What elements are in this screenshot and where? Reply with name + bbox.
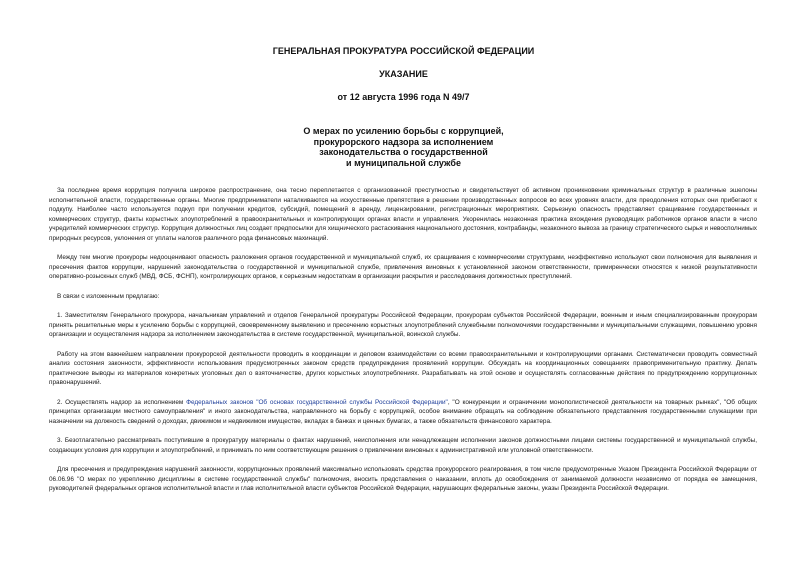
title-line: прокурорского надзора за исполнением — [313, 136, 494, 147]
paragraph-shortcomings: Между тем многие прокуроры недооценивают опасность разложения органов государственной и муниципальной служб, их сращивания с коммерческими структурами, неэффективно используют свои полномочия для выявления и пресечения фактов коррупции, нарушений законодательства о государственной и муниципальной службе, привлечения виновных к установленной законом ответственности, примиренчески относятся к низкой результативности оперативно-розыскных служб (МВД, ФСБ, ФСНП), контролирующих органов, к серьезным недостаткам в организации раскрытия и расследования должностных преступлений. — [49, 254, 757, 280]
federal-law-link[interactable]: Федеральных законов "Об основах государственной службы Российской Федерации" — [186, 398, 448, 406]
item-2-text-end: , "О конкуренции и ограничении монополистической деятельности на товарных рынках", "Об общих принципах организации местного самоуправления" и иного законодательства, направленного на борьбу с коррупцией, особое внимание обращать на соблюдение обязательного представления государственными служащими при назначении на должность сведений о доходах, движимом и недвижимом имуществе, вкладах в банках и ценных бумагах, а также обязательств финансового характера. — [49, 398, 757, 425]
document-title — [250, 126, 557, 168]
paragraph-item-3: 3. Безотлагательно рассматривать поступившие в прокуратуру материалы о фактах нарушений, неисполнения или ненадлежащем исполнении законов должностными лицами системы государственной и муниципальной службы, создающих условия для коррупции и злоупотреблений, и принимать по ним соответствующие решения о привлечении виновных к административной или уголовной ответственности. — [49, 437, 757, 454]
title-line: и муниципальной службе — [346, 157, 461, 168]
paragraph-item-2 — [49, 398, 757, 427]
item-2-text-start: 2. Осуществлять надзор за исполнением — [57, 398, 187, 406]
paragraph-proposal: В связи с изложенным предлагаю: — [57, 292, 160, 300]
document-body — [49, 186, 757, 504]
title-line: законодательства о государственной — [319, 147, 488, 158]
issuing-authority: ГЕНЕРАЛЬНАЯ ПРОКУРАТУРА РОССИЙСКОЙ ФЕДЕРАЦИИ — [272, 46, 535, 56]
document-type: УКАЗАНИЕ — [379, 69, 428, 79]
paragraph-prevention: Для пресечения и предупреждения нарушений законности, коррупционных проявлений максимально использовать средства прокурорского реагирования, в том числе предусмотренные Указом Президента Российской Федерации от 06.06.96 "О мерах по укреплению дисциплины в системе государственной службы" полномочия, вносить представления о наказании, вплоть до освобождения от занимаемой должности независимо от порядка ее замещения, руководителей федеральных органов исполнительной власти и глав исполнительной власти субъектов Российской Федерации, нарушающих федеральные законы, указы Президента Российской Федерации. — [49, 466, 757, 492]
paragraph-item-1: 1. Заместителям Генерального прокурора, начальникам управлений и отделов Генеральной прокуратуры Российской Федерации, прокурорам субъектов Российской Федерации, военным и иным специализированным прокурорам принять решительные меры к усилению борьбы с коррупцией, своевременному выявлению и пресечению корыстных злоупотреблений служебными полномочиями государственными и муниципальными служащими, повышению уровня организации и осуществления надзора за исполнением законодательства в системе государственной, муниципальной, воинской службы. — [49, 312, 757, 338]
paragraph-intro: За последнее время коррупция получила широкое распространение, она тесно переплетается с организованной преступностью и свидетельствует об активном проникновении криминальных структур в различные эшелоны исполнительной власти, государственные органы. Многие предприниматели наталкиваются на искусственные препятствия в решении производственных вопросов во всех уровнях власти, для преодоления которых они прибегают к подкупу. Наиболее часто используется подкуп при получении кредитов, субсидий, помещений в аренду, лицензировании, регистрационных мероприятиях. Серьезную опасность представляет сращивание государственных и коммерческих структур, факты корыстных злоупотреблений в правоохранительных и контролирующих органах власти и управления. Укоренилась незаконная практика вхождения руководящих работников органов власти в число учредителей коммерческих структур. Коррупция должностных лиц создает предпосылки для хищнического растаскивания национального достояния, контрабанды, незаконного вывоза за границу стратегического сырья и невосполнимых природных ресурсов, уклонения от уплаты налогов различного рода финансовых махинаций. — [49, 187, 757, 242]
title-line: О мерах по усилению борьбы с коррупцией, — [303, 126, 504, 136]
document-date-number: от 12 августа 1996 года N 49/7 — [337, 92, 470, 102]
paragraph-coordination: Работу на этом важнейшем направлении прокурорской деятельности проводить в координации и деловом взаимодействии со всеми правоохранительными и контролирующими органами. Систематически проводить совместный анализ состояния законности, эффективности использования предусмотренных законом средств предупреждения проявлений коррупции. Обсуждать на координационных совещаниях правоприменительную практику. Делать практические выводы из материалов конкретных уголовных дел о взяточничестве, других корыстных злоупотреблениях. Разрабатывать на этой основе и осуществлять согласованные действия по предупреждению коррупционных правонарушений. — [49, 350, 757, 386]
